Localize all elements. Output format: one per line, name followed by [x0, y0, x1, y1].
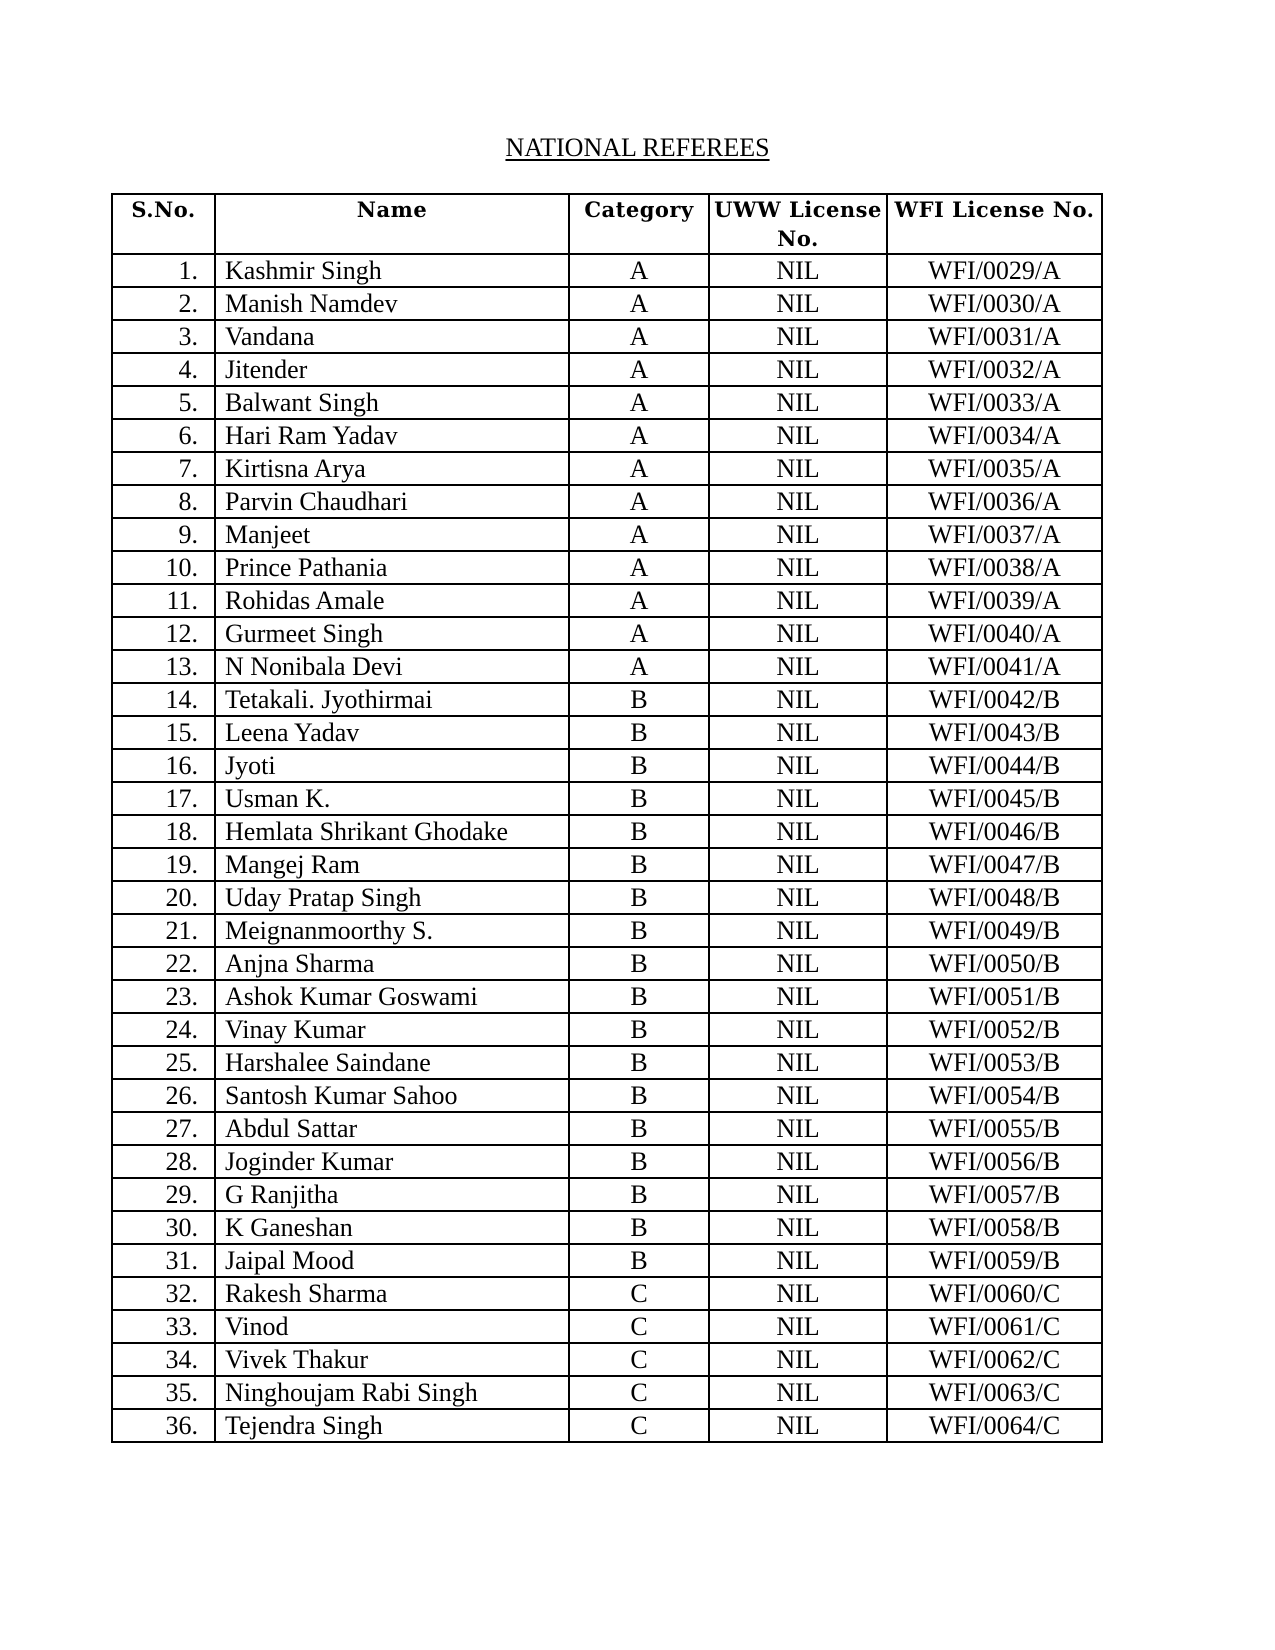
cell-uww-license: NIL — [709, 881, 887, 914]
cell-uww-license: NIL — [709, 782, 887, 815]
cell-sno: 21. — [112, 914, 215, 947]
cell-wfi-license: WFI/0030/A — [887, 287, 1102, 320]
cell-name: N Nonibala Devi — [215, 650, 569, 683]
table-row — [112, 287, 1102, 320]
cell-category: B — [569, 1046, 709, 1079]
cell-wfi-license: WFI/0059/B — [887, 1244, 1102, 1277]
cell-wfi-license: WFI/0049/B — [887, 914, 1102, 947]
cell-wfi-license: WFI/0041/A — [887, 650, 1102, 683]
table-row — [112, 617, 1102, 650]
cell-name: Prince Pathania — [215, 551, 569, 584]
cell-name: Rakesh Sharma — [215, 1277, 569, 1310]
cell-sno: 1. — [112, 254, 215, 287]
cell-name: Mangej Ram — [215, 848, 569, 881]
table-row — [112, 1211, 1102, 1244]
table-row — [112, 518, 1102, 551]
cell-name: Anjna Sharma — [215, 947, 569, 980]
cell-wfi-license: WFI/0039/A — [887, 584, 1102, 617]
cell-category: A — [569, 584, 709, 617]
table-row — [112, 1013, 1102, 1046]
cell-sno: 10. — [112, 551, 215, 584]
table-row — [112, 881, 1102, 914]
cell-category: B — [569, 1244, 709, 1277]
cell-wfi-license: WFI/0029/A — [887, 254, 1102, 287]
cell-wfi-license: WFI/0038/A — [887, 551, 1102, 584]
table-row — [112, 353, 1102, 386]
table-row — [112, 1409, 1102, 1442]
cell-category: A — [569, 419, 709, 452]
cell-category: C — [569, 1376, 709, 1409]
cell-uww-license: NIL — [709, 617, 887, 650]
cell-sno: 34. — [112, 1343, 215, 1376]
cell-uww-license: NIL — [709, 1079, 887, 1112]
cell-category: C — [569, 1277, 709, 1310]
cell-sno: 26. — [112, 1079, 215, 1112]
cell-uww-license: NIL — [709, 518, 887, 551]
cell-wfi-license: WFI/0057/B — [887, 1178, 1102, 1211]
table-row — [112, 716, 1102, 749]
cell-uww-license: NIL — [709, 1244, 887, 1277]
table-row — [112, 1079, 1102, 1112]
cell-wfi-license: WFI/0052/B — [887, 1013, 1102, 1046]
table-row — [112, 1376, 1102, 1409]
cell-name: Harshalee Saindane — [215, 1046, 569, 1079]
cell-wfi-license: WFI/0033/A — [887, 386, 1102, 419]
cell-name: Joginder Kumar — [215, 1145, 569, 1178]
cell-category: B — [569, 716, 709, 749]
cell-name: Vivek Thakur — [215, 1343, 569, 1376]
cell-uww-license: NIL — [709, 419, 887, 452]
cell-category: B — [569, 947, 709, 980]
cell-category: A — [569, 485, 709, 518]
cell-name: Tejendra Singh — [215, 1409, 569, 1442]
referees-table — [111, 193, 1103, 1443]
cell-category: A — [569, 650, 709, 683]
cell-wfi-license: WFI/0063/C — [887, 1376, 1102, 1409]
header-category: Category — [569, 194, 709, 254]
table-row — [112, 452, 1102, 485]
cell-name: Manish Namdev — [215, 287, 569, 320]
cell-wfi-license: WFI/0040/A — [887, 617, 1102, 650]
cell-name: K Ganeshan — [215, 1211, 569, 1244]
cell-sno: 4. — [112, 353, 215, 386]
cell-category: A — [569, 320, 709, 353]
cell-uww-license: NIL — [709, 551, 887, 584]
cell-wfi-license: WFI/0042/B — [887, 683, 1102, 716]
cell-name: Usman K. — [215, 782, 569, 815]
table-row — [112, 848, 1102, 881]
cell-uww-license: NIL — [709, 650, 887, 683]
cell-sno: 13. — [112, 650, 215, 683]
cell-uww-license: NIL — [709, 980, 887, 1013]
cell-category: A — [569, 551, 709, 584]
table-row — [112, 815, 1102, 848]
table-row — [112, 650, 1102, 683]
cell-name: Santosh Kumar Sahoo — [215, 1079, 569, 1112]
table-row — [112, 1244, 1102, 1277]
cell-category: B — [569, 980, 709, 1013]
cell-sno: 6. — [112, 419, 215, 452]
cell-sno: 2. — [112, 287, 215, 320]
table-header-row — [112, 194, 1102, 254]
cell-category: A — [569, 254, 709, 287]
cell-wfi-license: WFI/0051/B — [887, 980, 1102, 1013]
cell-wfi-license: WFI/0036/A — [887, 485, 1102, 518]
cell-sno: 36. — [112, 1409, 215, 1442]
cell-sno: 29. — [112, 1178, 215, 1211]
cell-wfi-license: WFI/0043/B — [887, 716, 1102, 749]
cell-name: Jaipal Mood — [215, 1244, 569, 1277]
table-row — [112, 551, 1102, 584]
cell-category: B — [569, 1112, 709, 1145]
table-row — [112, 1046, 1102, 1079]
cell-category: B — [569, 782, 709, 815]
cell-wfi-license: WFI/0062/C — [887, 1343, 1102, 1376]
cell-sno: 25. — [112, 1046, 215, 1079]
cell-wfi-license: WFI/0046/B — [887, 815, 1102, 848]
cell-category: A — [569, 386, 709, 419]
cell-name: Gurmeet Singh — [215, 617, 569, 650]
cell-sno: 33. — [112, 1310, 215, 1343]
cell-sno: 12. — [112, 617, 215, 650]
table-row — [112, 584, 1102, 617]
cell-wfi-license: WFI/0047/B — [887, 848, 1102, 881]
table-row — [112, 320, 1102, 353]
table-row — [112, 914, 1102, 947]
cell-wfi-license: WFI/0053/B — [887, 1046, 1102, 1079]
cell-category: B — [569, 881, 709, 914]
cell-sno: 31. — [112, 1244, 215, 1277]
cell-uww-license: NIL — [709, 1310, 887, 1343]
cell-uww-license: NIL — [709, 848, 887, 881]
cell-sno: 5. — [112, 386, 215, 419]
cell-uww-license: NIL — [709, 1046, 887, 1079]
cell-sno: 14. — [112, 683, 215, 716]
cell-category: B — [569, 1145, 709, 1178]
cell-name: Leena Yadav — [215, 716, 569, 749]
header-wfi-license: WFI License No. — [887, 194, 1102, 254]
cell-sno: 18. — [112, 815, 215, 848]
cell-uww-license: NIL — [709, 947, 887, 980]
cell-category: B — [569, 1211, 709, 1244]
cell-category: C — [569, 1343, 709, 1376]
cell-name: Manjeet — [215, 518, 569, 551]
cell-sno: 8. — [112, 485, 215, 518]
cell-wfi-license: WFI/0056/B — [887, 1145, 1102, 1178]
cell-uww-license: NIL — [709, 1343, 887, 1376]
table-row — [112, 782, 1102, 815]
cell-wfi-license: WFI/0031/A — [887, 320, 1102, 353]
cell-sno: 7. — [112, 452, 215, 485]
cell-uww-license: NIL — [709, 1211, 887, 1244]
page-title: NATIONAL REFEREES — [505, 133, 770, 162]
cell-sno: 20. — [112, 881, 215, 914]
cell-uww-license: NIL — [709, 1112, 887, 1145]
cell-name: Ashok Kumar Goswami — [215, 980, 569, 1013]
cell-uww-license: NIL — [709, 749, 887, 782]
cell-uww-license: NIL — [709, 914, 887, 947]
cell-category: B — [569, 1178, 709, 1211]
cell-wfi-license: WFI/0032/A — [887, 353, 1102, 386]
cell-sno: 17. — [112, 782, 215, 815]
cell-uww-license: NIL — [709, 1409, 887, 1442]
cell-uww-license: NIL — [709, 683, 887, 716]
table-row — [112, 1112, 1102, 1145]
cell-uww-license: NIL — [709, 254, 887, 287]
table-row — [112, 1310, 1102, 1343]
cell-category: C — [569, 1310, 709, 1343]
cell-name: Vinod — [215, 1310, 569, 1343]
cell-sno: 23. — [112, 980, 215, 1013]
cell-wfi-license: WFI/0044/B — [887, 749, 1102, 782]
cell-category: C — [569, 1409, 709, 1442]
cell-category: B — [569, 1013, 709, 1046]
cell-sno: 15. — [112, 716, 215, 749]
cell-category: B — [569, 749, 709, 782]
cell-wfi-license: WFI/0058/B — [887, 1211, 1102, 1244]
header-name: Name — [215, 194, 569, 254]
table-row — [112, 683, 1102, 716]
cell-uww-license: NIL — [709, 1376, 887, 1409]
cell-category: A — [569, 518, 709, 551]
cell-uww-license: NIL — [709, 287, 887, 320]
cell-wfi-license: WFI/0037/A — [887, 518, 1102, 551]
table-row — [112, 980, 1102, 1013]
cell-uww-license: NIL — [709, 716, 887, 749]
cell-wfi-license: WFI/0050/B — [887, 947, 1102, 980]
cell-wfi-license: WFI/0061/C — [887, 1310, 1102, 1343]
cell-uww-license: NIL — [709, 584, 887, 617]
cell-name: G Ranjitha — [215, 1178, 569, 1211]
cell-category: A — [569, 287, 709, 320]
cell-uww-license: NIL — [709, 386, 887, 419]
cell-sno: 19. — [112, 848, 215, 881]
cell-wfi-license: WFI/0055/B — [887, 1112, 1102, 1145]
cell-uww-license: NIL — [709, 1013, 887, 1046]
cell-name: Jitender — [215, 353, 569, 386]
cell-uww-license: NIL — [709, 485, 887, 518]
header-sno: S.No. — [112, 194, 215, 254]
table-row — [112, 1277, 1102, 1310]
cell-sno: 11. — [112, 584, 215, 617]
cell-sno: 22. — [112, 947, 215, 980]
cell-category: B — [569, 914, 709, 947]
table-row — [112, 749, 1102, 782]
cell-uww-license: NIL — [709, 815, 887, 848]
cell-category: B — [569, 683, 709, 716]
table-row — [112, 1178, 1102, 1211]
cell-wfi-license: WFI/0048/B — [887, 881, 1102, 914]
cell-category: A — [569, 353, 709, 386]
cell-category: A — [569, 617, 709, 650]
cell-name: Parvin Chaudhari — [215, 485, 569, 518]
cell-uww-license: NIL — [709, 353, 887, 386]
cell-name: Abdul Sattar — [215, 1112, 569, 1145]
cell-name: Meignanmoorthy S. — [215, 914, 569, 947]
table-row — [112, 1145, 1102, 1178]
cell-sno: 30. — [112, 1211, 215, 1244]
cell-sno: 3. — [112, 320, 215, 353]
cell-name: Jyoti — [215, 749, 569, 782]
cell-name: Kirtisna Arya — [215, 452, 569, 485]
cell-wfi-license: WFI/0034/A — [887, 419, 1102, 452]
cell-sno: 24. — [112, 1013, 215, 1046]
cell-category: B — [569, 848, 709, 881]
cell-uww-license: NIL — [709, 1145, 887, 1178]
cell-uww-license: NIL — [709, 1277, 887, 1310]
cell-wfi-license: WFI/0060/C — [887, 1277, 1102, 1310]
table-row — [112, 254, 1102, 287]
cell-name: Rohidas Amale — [215, 584, 569, 617]
cell-name: Vandana — [215, 320, 569, 353]
cell-sno: 32. — [112, 1277, 215, 1310]
cell-name: Balwant Singh — [215, 386, 569, 419]
cell-name: Hari Ram Yadav — [215, 419, 569, 452]
cell-wfi-license: WFI/0064/C — [887, 1409, 1102, 1442]
cell-name: Uday Pratap Singh — [215, 881, 569, 914]
cell-category: A — [569, 452, 709, 485]
cell-sno: 9. — [112, 518, 215, 551]
cell-uww-license: NIL — [709, 1178, 887, 1211]
cell-category: B — [569, 815, 709, 848]
table-body — [112, 254, 1102, 1442]
cell-category: B — [569, 1079, 709, 1112]
table-row — [112, 947, 1102, 980]
cell-wfi-license: WFI/0045/B — [887, 782, 1102, 815]
cell-sno: 16. — [112, 749, 215, 782]
cell-name: Vinay Kumar — [215, 1013, 569, 1046]
cell-uww-license: NIL — [709, 320, 887, 353]
table-row — [112, 1343, 1102, 1376]
cell-wfi-license: WFI/0054/B — [887, 1079, 1102, 1112]
cell-name: Hemlata Shrikant Ghodake — [215, 815, 569, 848]
table-row — [112, 386, 1102, 419]
cell-sno: 35. — [112, 1376, 215, 1409]
header-uww-license: UWW License No. — [709, 194, 887, 254]
cell-name: Kashmir Singh — [215, 254, 569, 287]
cell-uww-license: NIL — [709, 452, 887, 485]
cell-wfi-license: WFI/0035/A — [887, 452, 1102, 485]
table-row — [112, 419, 1102, 452]
cell-name: Ninghoujam Rabi Singh — [215, 1376, 569, 1409]
cell-sno: 27. — [112, 1112, 215, 1145]
cell-name: Tetakali. Jyothirmai — [215, 683, 569, 716]
cell-sno: 28. — [112, 1145, 215, 1178]
table-row — [112, 485, 1102, 518]
